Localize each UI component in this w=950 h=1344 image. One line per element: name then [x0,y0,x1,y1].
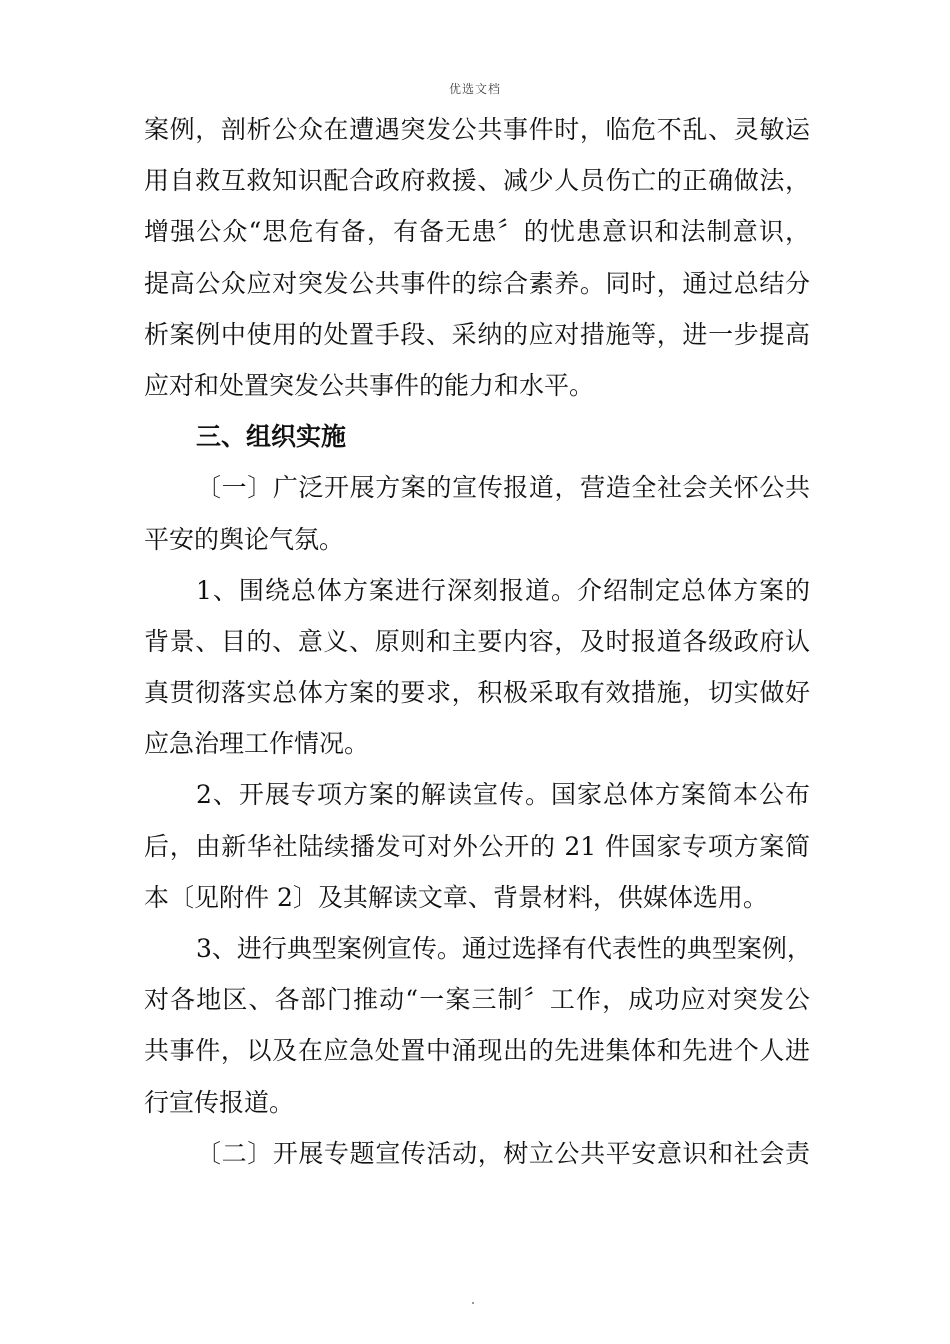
text-line: 提高公众应对突发公共事件的综合素养。同时，通过总结分 [144,268,810,298]
text-line: 〔二〕开展专题宣传活动，树立公共平安意识和社会责 [196,1138,810,1168]
page-header: 优选文档 [448,82,501,96]
section-heading: 三、组织实施 [196,422,347,452]
document-body [144,104,810,1179]
text-line: 3、进行典型案例宣传。通过选择有代表性的典型案例， [196,934,812,963]
text-line: 行宣传报道。 [144,1087,295,1117]
text-line: 用自救互救知识配合政府救援、减少人员伤亡的正确做法， [144,166,810,196]
text-line: 后，由新华社陆续播发可对外公开的 21 件国家专项方案简 [144,831,810,861]
page-footer-mark [472,1302,474,1304]
text-line: 〔一〕广泛开展方案的宣传报道，营造全社会关怀公共 [196,473,810,503]
text-line: 案例，剖析公众在遭遇突发公共事件时，临危不乱、灵敏运 [144,115,810,144]
text-line: 平安的舆论气氛。 [144,524,345,554]
text-line: 真贯彻落实总体方案的要求，积极采取有效措施，切实做好 [144,678,810,708]
text-line: 1、围绕总体方案进行深刻报道。介绍制定总体方案的 [196,575,810,605]
text-line: 背景、目的、意义、原则和主要内容，及时报道各级政府认 [144,626,810,656]
text-line: 析案例中使用的处置手段、采纳的应对措施等，进一步提高 [144,319,810,349]
text-line: 应急治理工作情况。 [144,729,370,759]
text-line: 应对和处置突发公共事件的能力和水平。 [144,370,595,400]
text-line: 共事件，以及在应急处置中涌现出的先进集体和先进个人进 [144,1036,810,1066]
text-line: 2、开展专项方案的解读宣传。国家总体方案简本公布 [196,780,810,810]
text-line: 对各地区、各部门推动“一案三制〞工作，成功应对突发公 [144,985,810,1015]
text-line: 增强公众“思危有备，有备无患〞的忧患意识和法制意识， [144,217,810,247]
text-line: 本〔见附件 2〕及其解读文章、背景材料，供媒体选用。 [144,882,768,912]
